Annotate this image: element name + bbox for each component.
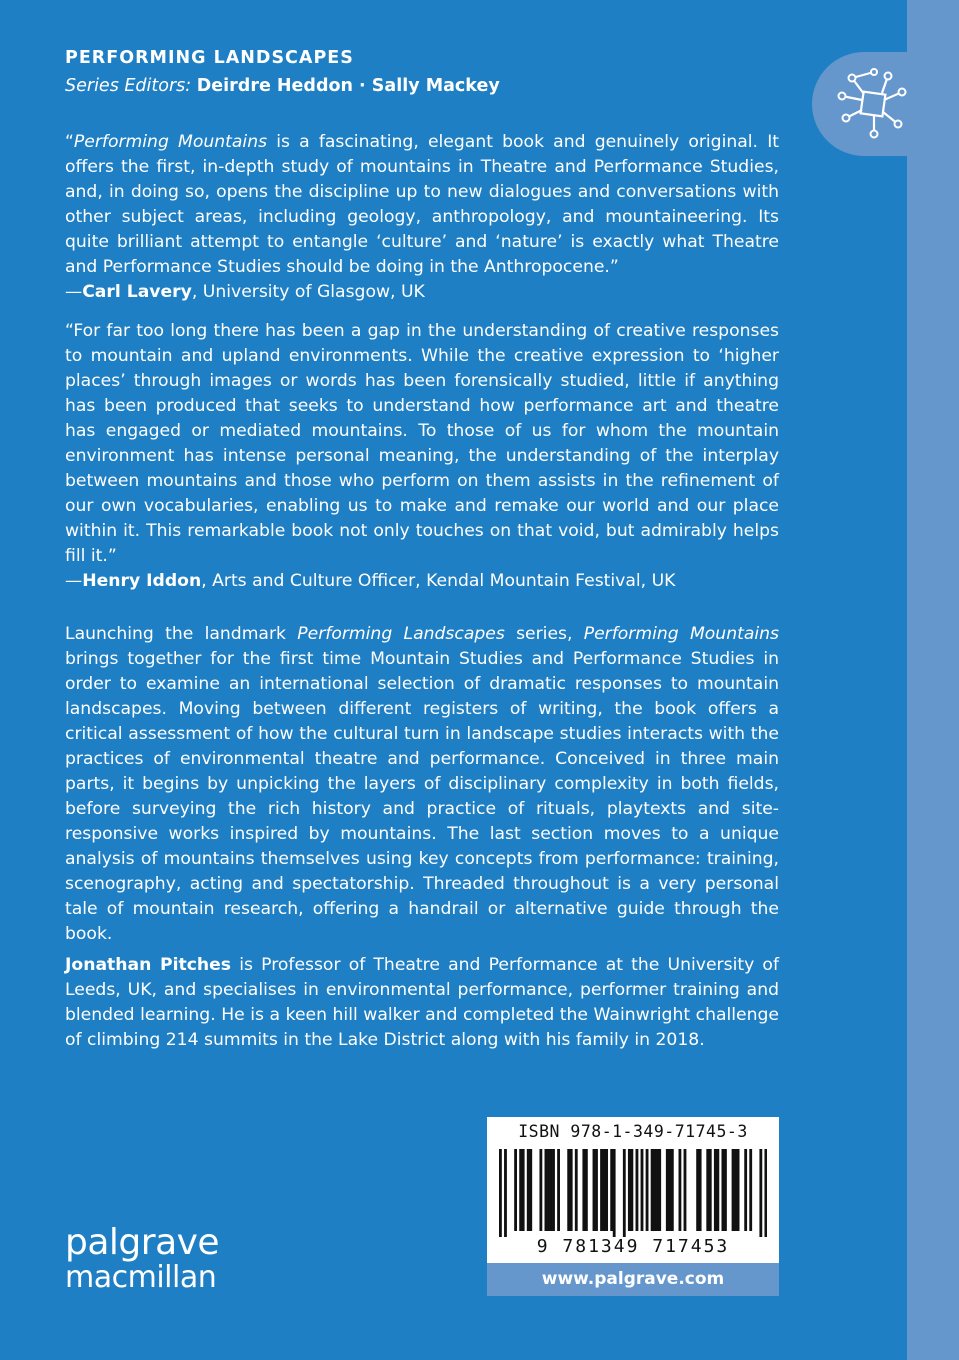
barcode-bar [653, 1149, 656, 1231]
endorsement-2-affiliation: , Arts and Culture Officer, Kendal Mountain Festival, UK [201, 571, 676, 591]
barcode-bar [671, 1149, 674, 1231]
barcode-bar [519, 1149, 522, 1231]
endorsement-1-text: is a fascinating, elegant book and genuinely original. It offers the first, in-depth study of mountains in Theatre and Performance Studies, and, in doing so, opens the discipline up to new dialogues and conversations with other subject areas, including geology, anthropology, and mountaineering. Its quite brilliant attempt to entangle ‘culture’ and ‘nature’ is exactly what Theatre and Performance Studies should be doing in the Anthropocene.” [65, 132, 779, 277]
spine-strip [907, 0, 959, 1360]
endorsement-2 [65, 319, 779, 594]
book-description [65, 622, 779, 947]
barcode-bar [668, 1149, 671, 1231]
publisher-logo [65, 1222, 220, 1295]
barcode-bar [539, 1149, 542, 1231]
barcode-bar [696, 1149, 699, 1231]
isbn-label: ISBN 978-1-349-71745-3 [518, 1122, 748, 1141]
author-name: Jonathan Pitches [65, 955, 232, 975]
barcode-bar [749, 1149, 752, 1231]
barcode-bar [527, 1149, 530, 1231]
publisher-logo-line2: macmillan [65, 1260, 217, 1295]
barcode-bar [514, 1149, 517, 1231]
book-description-text [65, 622, 779, 947]
barcode-bar [658, 1149, 661, 1231]
barcode-bar [764, 1149, 767, 1237]
barcode-bar [706, 1149, 709, 1231]
barcode-bar [613, 1149, 616, 1237]
publisher-url: www.palgrave.com [487, 1263, 779, 1296]
series-editors-label: Series Editors: [65, 76, 192, 96]
barcode-bar [552, 1149, 555, 1231]
barcode-bar [550, 1149, 553, 1231]
author-bio-text [65, 953, 779, 1053]
endorsement-2-attribution [65, 569, 779, 594]
isbn-digits: 9 781349 717453 [536, 1236, 730, 1257]
barcode-bar [570, 1149, 573, 1231]
endorsement-1-attribution [65, 280, 779, 305]
barcode-bar [709, 1149, 712, 1231]
barcode-bar [547, 1149, 550, 1231]
barcode-bar [595, 1149, 598, 1231]
barcode-bar [529, 1149, 532, 1231]
barcode-bar [636, 1149, 639, 1231]
endorsement-1-title: Performing Mountains [73, 132, 268, 152]
barcode-bar [724, 1149, 727, 1231]
barcode-bar [582, 1149, 585, 1231]
barcode-bar [732, 1149, 735, 1231]
barcode-bar [666, 1149, 669, 1231]
publisher-logo-line1: palgrave [65, 1222, 220, 1263]
series-title: PERFORMING LANDSCAPES [65, 48, 354, 68]
barcode-bar [651, 1149, 654, 1231]
barcode-bar [593, 1149, 596, 1231]
barcode-bar [630, 1149, 633, 1231]
barcode-bar [716, 1149, 719, 1231]
endorsement-1-quote: “Performing Mountains is a fascinating, elegant book and genuinely original. It offers the first, in-depth study of mountains in Theatre and Performance Studies, and, in doing so, opens the discipline up to new dialogues and conversations with other subject areas, including geology, anthropology, and mountaineering. Its quite brilliant attempt to entangle ‘culture’ and ‘nature’ is exactly what Theatre and Performance Studies should be doing in the Anthropocene.” [65, 132, 779, 277]
endorsement-1 [65, 130, 779, 305]
series-network-icon [834, 66, 914, 144]
barcode-bar [585, 1149, 588, 1231]
barcode-bar [628, 1149, 631, 1231]
barcode-bar [759, 1149, 762, 1237]
description-book-title: Performing Mountains [583, 624, 779, 644]
barcode-bar [646, 1149, 649, 1231]
isbn-barcode-box [487, 1117, 779, 1263]
barcode-bar [699, 1149, 702, 1231]
barcode-graphic [499, 1149, 767, 1237]
barcode-bar [600, 1149, 603, 1231]
barcode-bar [610, 1149, 613, 1231]
description-part3: brings together for the first time Mountain Studies and Performance Studies in order to examine an international selection of dramatic responses to mountain landscapes. Moving between different registers of writing, the book offers a critical assessment of how the cultural turn in landscape studies interacts with the practices of environmental theatre and performance. Conceived in three main parts, it begins by unpicking the layers of disciplinary complexity in both fields, before surveying the rich history and practice of rituals, playtexts and site-responsive works inspired by mountains. The last section moves to a unique analysis of mountains themselves using key concepts from performance: training, scenography, acting and spectatorship. Threaded throughout is a very personal tale of mountain research, offering a handrail or alternative guide through the book. [65, 649, 779, 944]
barcode-bar [684, 1149, 687, 1231]
description-series-name: Performing Landscapes [297, 624, 505, 644]
barcode-bar [721, 1149, 724, 1231]
barcode-bar [522, 1149, 525, 1231]
description-part2: series, [504, 624, 584, 644]
endorsement-1-dash: — [65, 282, 83, 302]
barcode-bar [603, 1149, 606, 1231]
barcode-bar [714, 1149, 717, 1231]
barcode-bar [623, 1149, 626, 1237]
endorsement-2-quote: “For far too long there has been a gap in the understanding of creative responses to mountain and upland environments. While the creative expression to ‘higher places’ through images or words has been forensically studied, little if anything has been produced that seeks to understand how performance art and theatre has engaged or mediated mountains. To those of us for whom the mountain environment has intense personal meaning, the understanding of the interplay between mountains and those who perform on them assists in the refinement of our own vocabularies, enabling us to make and remake our world and our place within it. This remarkable book not only touches on that void, but admirably helps fill it.” [65, 321, 779, 566]
series-editors-names: Deirdre Heddon · Sally Mackey [196, 76, 500, 96]
barcode-bar [545, 1149, 548, 1231]
endorsement-1-affiliation: , University of Glasgow, UK [191, 282, 425, 302]
barcode-bar [605, 1149, 608, 1231]
barcode-bar [504, 1149, 507, 1237]
endorsement-2-author: Henry Iddon [82, 571, 202, 591]
series-logo-tab [812, 52, 959, 156]
barcode-bar [499, 1149, 502, 1237]
description-part1: Launching the landmark [65, 624, 298, 644]
barcode-bar [567, 1149, 570, 1231]
barcode-bar [737, 1149, 740, 1231]
barcode-bar [641, 1149, 644, 1231]
endorsement-1-author: Carl Lavery [82, 282, 192, 302]
endorsement-2-dash: — [65, 571, 83, 591]
barcode-bar [656, 1149, 659, 1231]
author-bio [65, 953, 779, 1053]
barcode-bar [744, 1149, 747, 1231]
author-bio-body: is Professor of Theatre and Performance at the University of Leeds, UK, and specialises in environmental performance, performer training and blended learning. He is a keen hill walker and completed the Wainwright challenge of climbing 214 summits in the Lake District along with his family in 2018. [65, 955, 780, 1050]
barcode-bar [575, 1149, 578, 1231]
barcode-bar [734, 1149, 737, 1231]
series-editors [65, 76, 500, 96]
barcode-bar [557, 1149, 560, 1231]
barcode-bar [679, 1149, 682, 1231]
